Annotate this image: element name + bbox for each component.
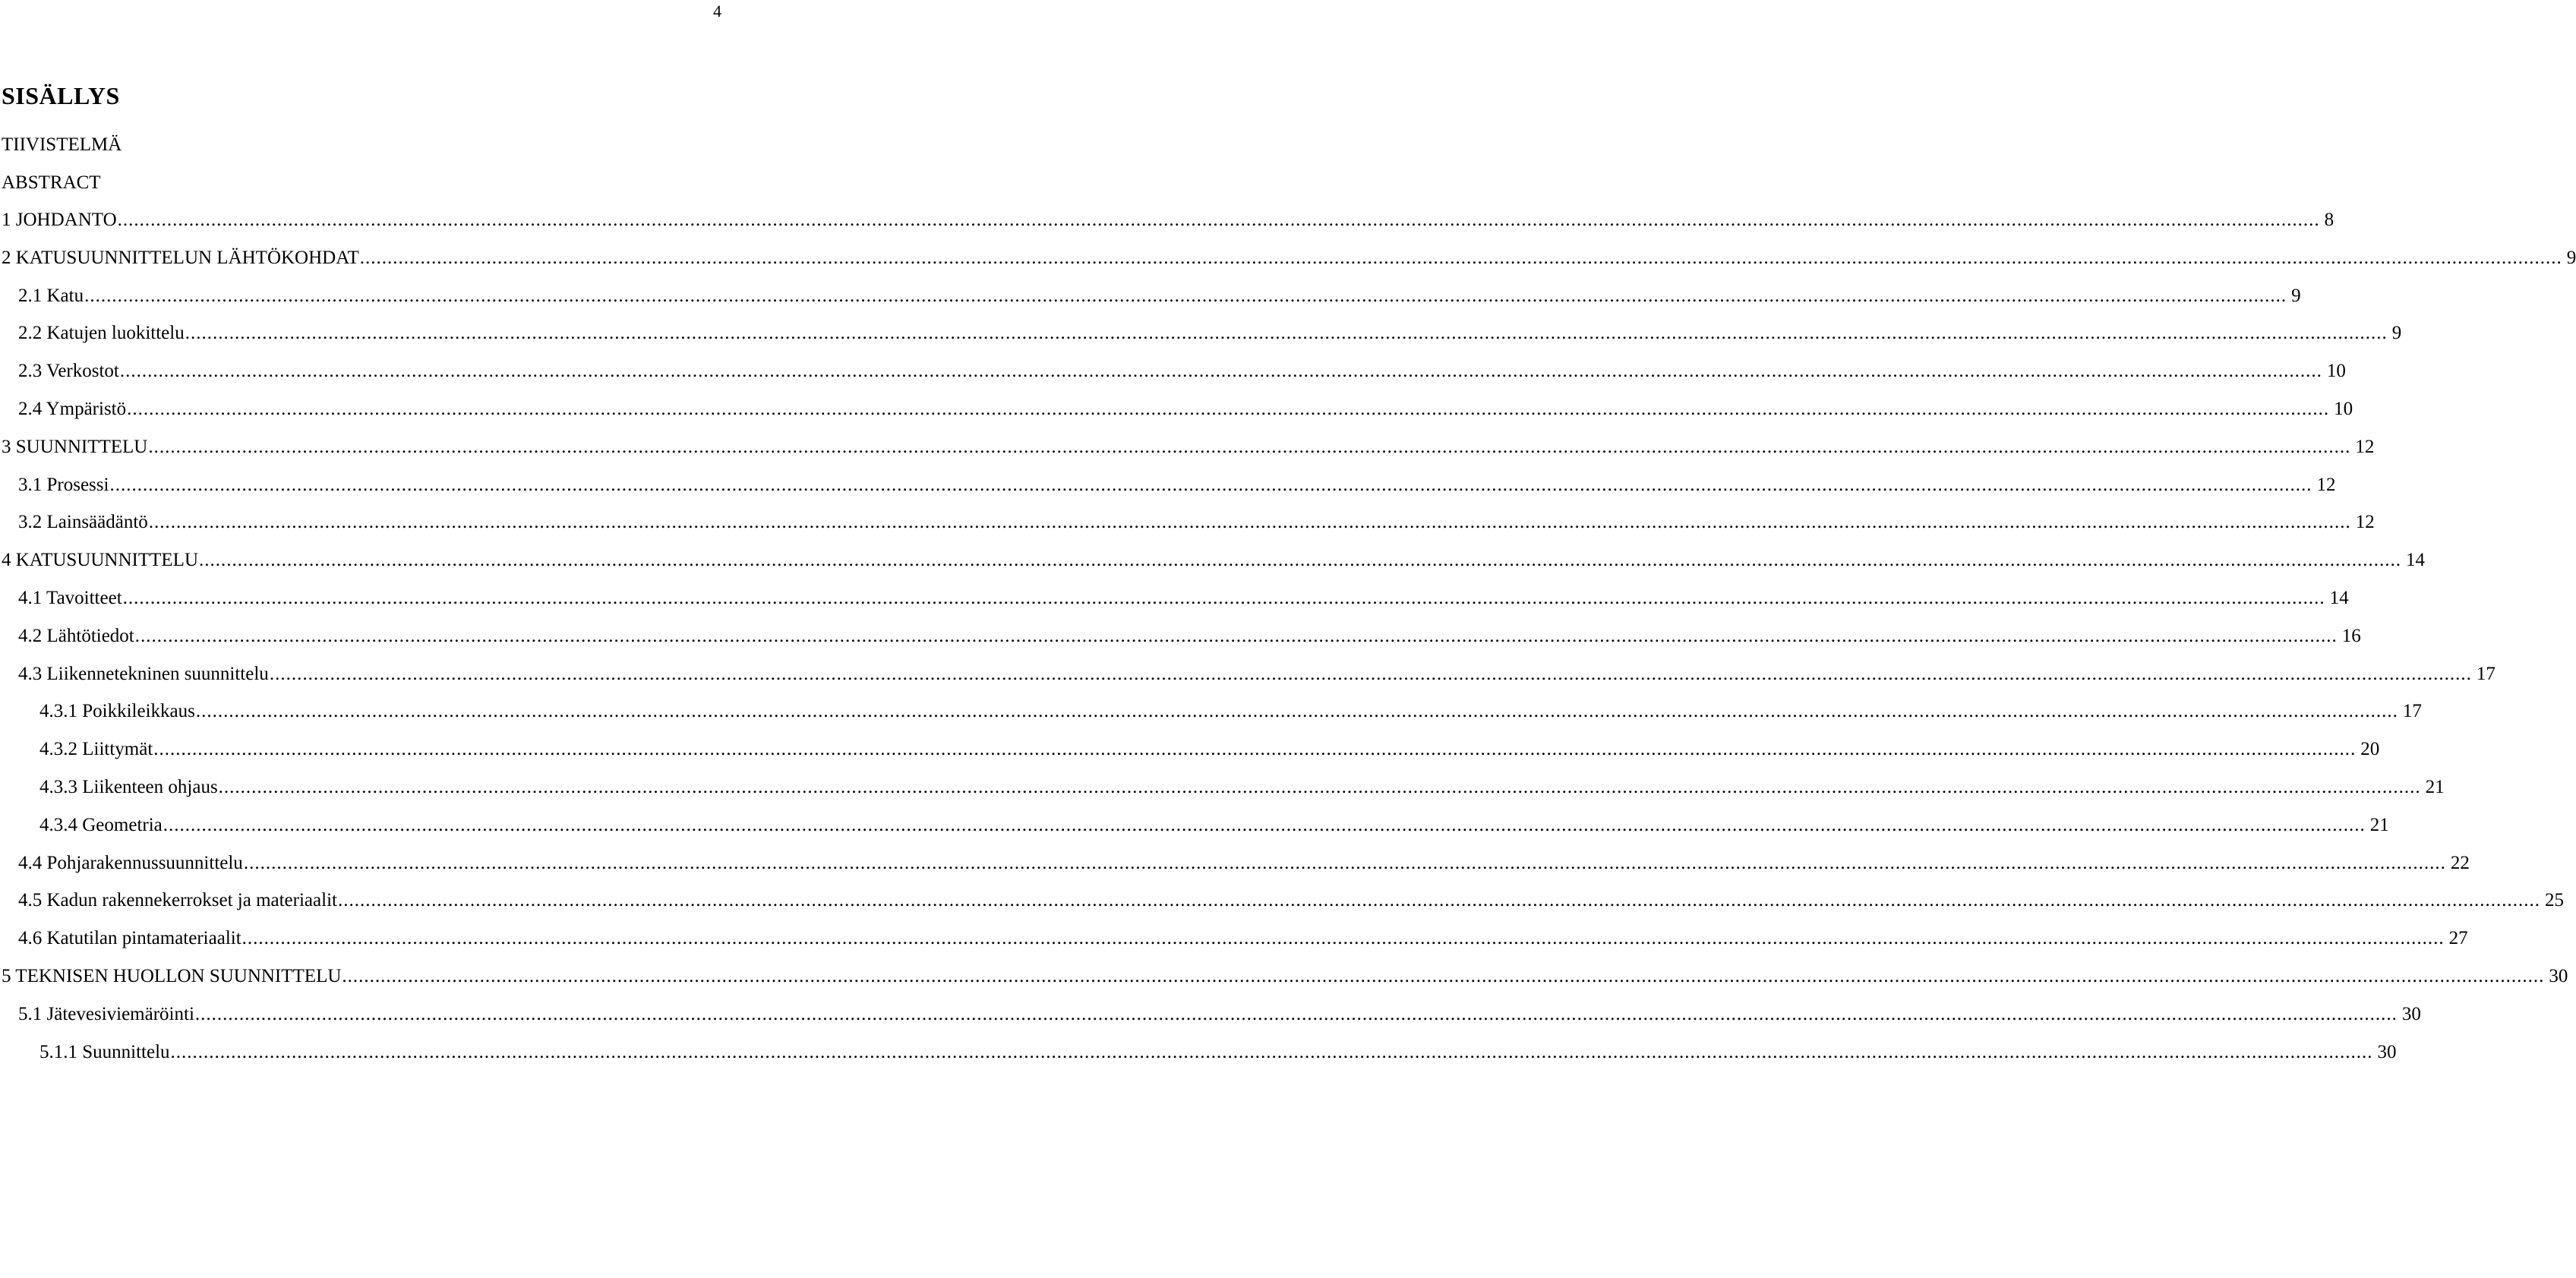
toc-entry-text: 3.1 Prosessi [18, 475, 109, 495]
toc-entry-page: 12 [2355, 512, 2375, 532]
toc-entry[interactable] [2, 248, 2576, 273]
toc-entry-page: 17 [2476, 664, 2496, 684]
toc-entry-text: 5 TEKNISEN HUOLLON SUUNNITTELU [2, 966, 342, 986]
toc-leader-dots: ................................................................................................................................................................................................................................................................................................................................................................................................................ [134, 626, 2338, 646]
toc-leader-dots: ................................................................................................................................................................................................................................................................................................................................................................................................................ [170, 1042, 2373, 1062]
toc-entry[interactable] [39, 701, 2422, 727]
toc-entry[interactable] [39, 815, 2389, 841]
toc-entry-page: 9 [2566, 248, 2576, 268]
toc-entry[interactable] [18, 399, 2353, 424]
toc-entry[interactable] [18, 512, 2375, 538]
toc-entry-text: 4.3.3 Liikenteen ohjaus [39, 777, 218, 797]
toc-entry-page: 21 [2369, 815, 2389, 835]
toc-leader-dots: ................................................................................................................................................................................................................................................................................................................................................................................................................ [117, 210, 2320, 230]
toc-entry[interactable] [18, 626, 2361, 652]
toc-leader-dots: ................................................................................................................................................................................................................................................................................................................................................................................................................ [269, 664, 2472, 684]
toc-entry[interactable] [18, 286, 2301, 311]
toc-entry-text: 3 SUUNNITTELU [2, 437, 148, 457]
toc-entry[interactable] [39, 777, 2445, 803]
toc-leader-dots: ................................................................................................................................................................................................................................................................................................................................................................................................................ [337, 890, 2540, 910]
toc-entry-page: 21 [2425, 777, 2445, 797]
toc-leader-dots: ................................................................................................................................................................................................................................................................................................................................................................................................................ [242, 928, 2445, 948]
toc-entry[interactable] [18, 588, 2349, 614]
toc-entry[interactable] [18, 853, 2470, 879]
toc-entry-text: 4.4 Pohjarakennussuunnittelu [18, 853, 243, 873]
toc-leader-dots: ................................................................................................................................................................................................................................................................................................................................................................................................................ [84, 286, 2287, 306]
toc-entry-page: 22 [2450, 853, 2470, 873]
toc-entry-page: 30 [2549, 966, 2568, 986]
toc-leader-dots: ................................................................................................................................................................................................................................................................................................................................................................................................................ [148, 512, 2351, 532]
toc-entry-page: 17 [2402, 701, 2422, 721]
toc-entry-text: 4.6 Katutilan pintamateriaalit [18, 928, 242, 948]
toc-entry-page: 20 [2360, 739, 2380, 759]
toc-entry[interactable] [18, 1004, 2421, 1030]
toc-entry-page: 12 [2316, 475, 2336, 495]
toc-entry-text: 4.3.1 Poikkileikkaus [39, 701, 195, 721]
front-matter-tiivistelma[interactable]: TIIVISTELMÄ [2, 134, 122, 155]
toc-leader-dots: ................................................................................................................................................................................................................................................................................................................................................................................................................ [243, 853, 2446, 873]
toc-entry-text: 4.3 Liikennetekninen suunnittelu [18, 664, 269, 684]
toc-entry[interactable] [2, 966, 2568, 992]
toc-leader-dots: ................................................................................................................................................................................................................................................................................................................................................................................................................ [218, 777, 2421, 797]
toc-leader-dots: ................................................................................................................................................................................................................................................................................................................................................................................................................ [194, 1004, 2398, 1024]
toc-entry-text: 2.2 Katujen luokittelu [18, 323, 185, 343]
toc-leader-dots: ................................................................................................................................................................................................................................................................................................................................................................................................................ [185, 323, 2388, 343]
toc-entry-page: 27 [2448, 928, 2468, 948]
toc-entry-text: 5.1 Jätevesiviemäröinti [18, 1004, 194, 1024]
toc-entry[interactable] [2, 437, 2375, 462]
toc-entry-text: 3.2 Lainsäädäntö [18, 512, 148, 532]
toc-entry-text: 4.3.4 Geometria [39, 815, 163, 835]
toc-entry-text: 1 JOHDANTO [2, 210, 117, 230]
page-number: 4 [713, 2, 721, 21]
toc-leader-dots: ................................................................................................................................................................................................................................................................................................................................................................................................................ [119, 361, 2322, 381]
toc-entry[interactable] [18, 323, 2402, 349]
toc-leader-dots: ................................................................................................................................................................................................................................................................................................................................................................................................................ [109, 475, 2312, 495]
toc-leader-dots: ................................................................................................................................................................................................................................................................................................................................................................................................................ [199, 550, 2401, 570]
toc-entry-text: 2.1 Katu [18, 286, 84, 306]
toc-entry[interactable] [18, 890, 2564, 916]
toc-entry-text: 2.4 Ympäristö [18, 399, 127, 419]
toc-entry-page: 10 [2334, 399, 2353, 419]
toc-entry-text: 4 KATUSUUNNITTELU [2, 550, 198, 570]
toc-entry-page: 14 [2329, 588, 2349, 608]
toc-entry-page: 25 [2544, 890, 2564, 910]
toc-entry[interactable] [39, 739, 2380, 765]
toc-entry-page: 30 [2377, 1042, 2397, 1062]
toc-entry[interactable] [18, 475, 2336, 500]
toc-entry[interactable] [18, 928, 2468, 954]
toc-entry-text: 2.3 Verkostot [18, 361, 119, 381]
toc-leader-dots: ................................................................................................................................................................................................................................................................................................................................................................................................................ [359, 248, 2562, 268]
toc-entry-page: 8 [2324, 210, 2334, 230]
toc-entry[interactable] [2, 550, 2425, 576]
toc-entry-text: 4.2 Lähtötiedot [18, 626, 134, 646]
toc-leader-dots: ................................................................................................................................................................................................................................................................................................................................................................................................................ [148, 437, 2351, 457]
toc-leader-dots: ................................................................................................................................................................................................................................................................................................................................................................................................................ [153, 739, 2357, 759]
toc-entry-page: 16 [2341, 626, 2361, 646]
toc-entry[interactable] [2, 210, 2334, 235]
toc-entry[interactable] [39, 1042, 2397, 1068]
front-matter-abstract[interactable]: ABSTRACT [2, 172, 101, 193]
toc-entry-text: 2 KATUSUUNNITTELUN LÄHTÖKOHDAT [2, 248, 359, 268]
toc-entry-page: 12 [2355, 437, 2375, 457]
toc-entry-text: 4.5 Kadun rakennekerrokset ja materiaalit [18, 890, 337, 910]
toc-entry-text: 5.1.1 Suunnittelu [39, 1042, 170, 1062]
toc-entry[interactable] [18, 664, 2496, 689]
toc-entry-page: 30 [2401, 1004, 2421, 1024]
toc-leader-dots: ................................................................................................................................................................................................................................................................................................................................................................................................................ [342, 966, 2545, 986]
toc-entry-text: 4.1 Tavoitteet [18, 588, 122, 608]
toc-title: SISÄLLYS [2, 82, 120, 109]
toc-entry-text: 4.3.2 Liittymät [39, 739, 153, 759]
toc-leader-dots: ................................................................................................................................................................................................................................................................................................................................................................................................................ [122, 588, 2325, 608]
toc-entry[interactable] [18, 361, 2346, 387]
toc-entry-page: 9 [2391, 323, 2402, 343]
toc-leader-dots: ................................................................................................................................................................................................................................................................................................................................................................................................................ [127, 399, 2330, 419]
toc-entry-page: 10 [2326, 361, 2346, 381]
toc-entry-page: 14 [2406, 550, 2425, 570]
toc-entry-page: 9 [2291, 286, 2301, 306]
toc-leader-dots: ................................................................................................................................................................................................................................................................................................................................................................................................................ [195, 701, 2398, 721]
toc-leader-dots: ................................................................................................................................................................................................................................................................................................................................................................................................................ [163, 815, 2366, 835]
